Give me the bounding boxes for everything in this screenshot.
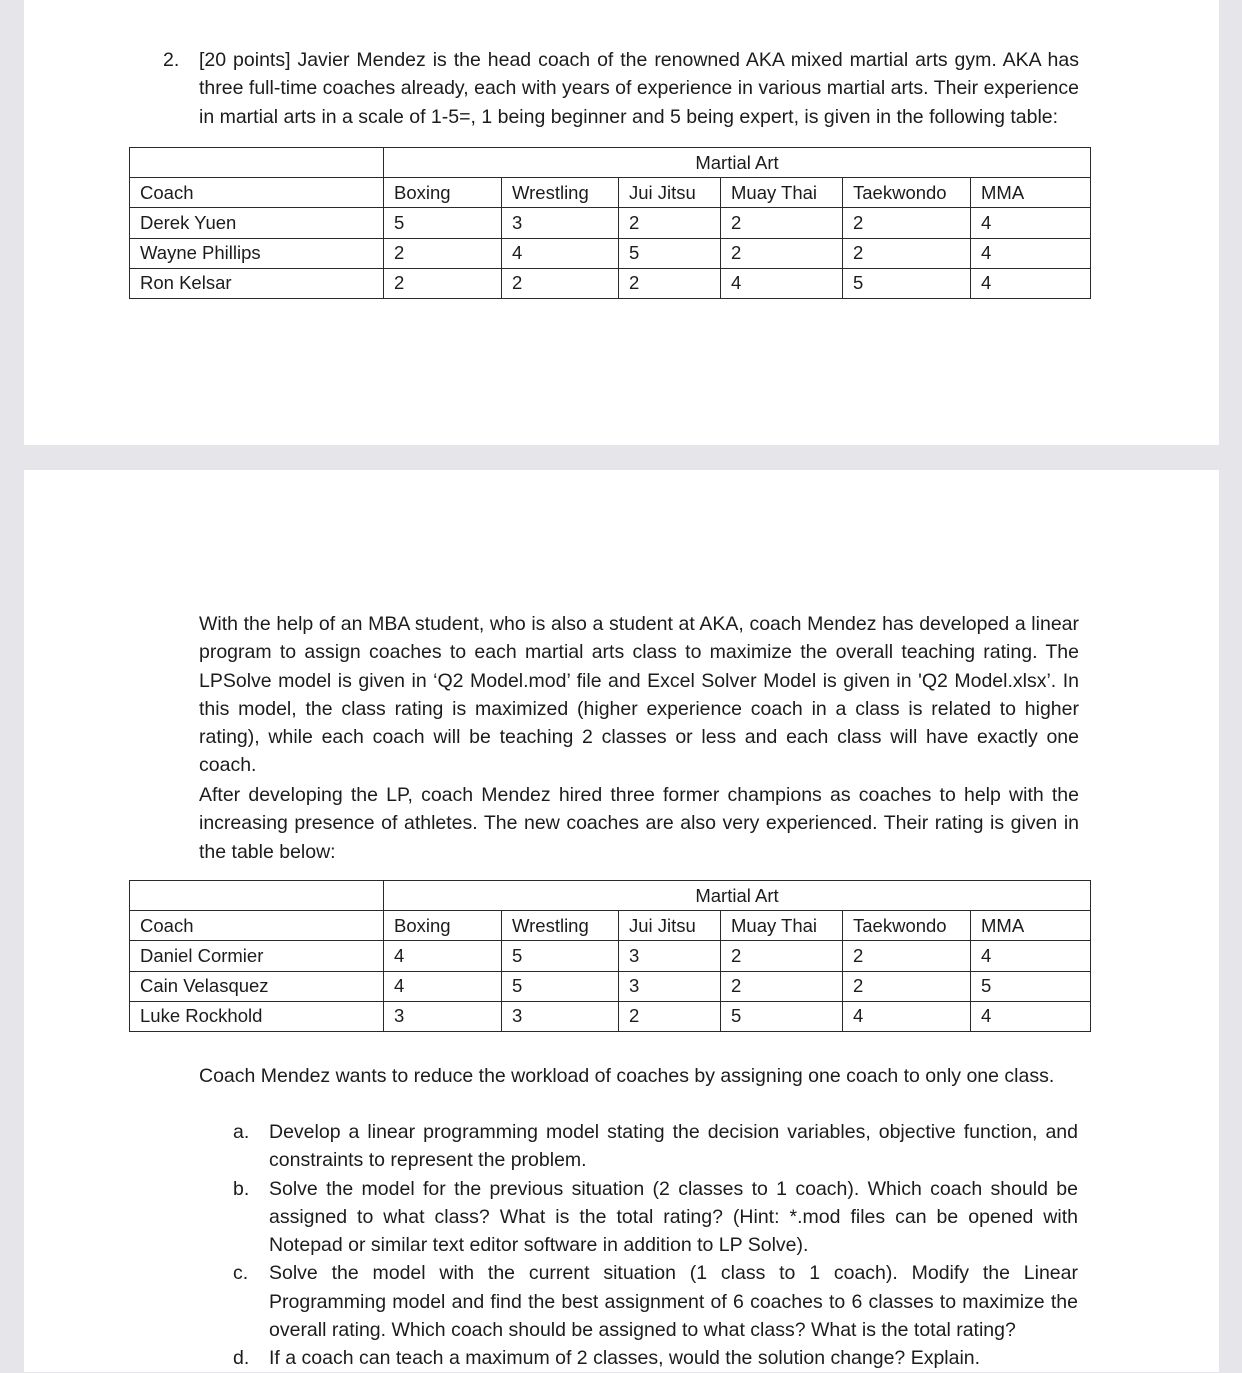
- list-item: [230, 1175, 1078, 1260]
- rating-cell: 2: [721, 208, 843, 238]
- list-marker: a.: [233, 1121, 250, 1143]
- table-header-row: [130, 911, 1091, 941]
- rating-cell: 3: [502, 1001, 619, 1031]
- rating-cell: 4: [384, 941, 502, 971]
- rating-cell: 2: [619, 268, 721, 298]
- column-header: Muay Thai: [721, 178, 843, 208]
- rating-cell: 2: [502, 268, 619, 298]
- column-header: Jui Jitsu: [619, 178, 721, 208]
- list-marker: d.: [233, 1347, 250, 1370]
- martial-art-header: Martial Art: [384, 881, 1091, 911]
- rating-cell: 5: [619, 238, 721, 268]
- table-row: [130, 971, 1091, 1001]
- rating-cell: 2: [384, 268, 502, 298]
- rating-cell: 5: [721, 1001, 843, 1031]
- task-list: [230, 1118, 1078, 1373]
- rating-cell: 2: [843, 238, 971, 268]
- rating-cell: 2: [843, 971, 971, 1001]
- coach-name-cell: Cain Velasquez: [130, 971, 384, 1001]
- rating-cell: 5: [971, 971, 1091, 1001]
- table-row: [130, 238, 1091, 268]
- rating-cell: 2: [619, 208, 721, 238]
- rating-cell: 4: [843, 1001, 971, 1031]
- rating-cell: 4: [971, 1001, 1091, 1031]
- column-header: Taekwondo: [843, 911, 971, 941]
- rating-cell: 5: [502, 971, 619, 1001]
- rating-cell: 4: [502, 238, 619, 268]
- rating-cell: 3: [502, 208, 619, 238]
- paragraph-lp-model: With the help of an MBA student, who is also a student at AKA, coach Mendez has developed a linear program to assign coaches to each martial arts class to maximize the overall teaching rating. The LPSolve model is given in ‘Q2 Model.mod’ file and Excel Solver Model is given in 'Q2 Model.xlsx’. In this model, the class rating is maximized (higher experience coach in a class is related to higher rating), while each coach will be teaching 2 classes or less and each class will have exactly one coach.: [199, 613, 1079, 777]
- table-corner-cell: [130, 148, 384, 178]
- table-row: [130, 1001, 1091, 1031]
- column-header: Taekwondo: [843, 178, 971, 208]
- list-item-text: Develop a linear programming model stating the decision variables, objective function, and constraints to represent the problem.: [269, 1121, 1078, 1172]
- rating-cell: 2: [721, 941, 843, 971]
- rating-cell: 2: [843, 941, 971, 971]
- rating-cell: 2: [619, 1001, 721, 1031]
- coach-name-cell: Wayne Phillips: [130, 238, 384, 268]
- rating-cell: 3: [384, 1001, 502, 1031]
- column-header: Boxing: [384, 911, 502, 941]
- list-item-text: Solve the model for the previous situation (2 classes to 1 coach). Which coach should be assigned to what class? What is the total rating? (Hint: *.mod files can be opened with Notepad or similar text editor software in addition to LP Solve).: [269, 1177, 1078, 1257]
- rating-cell: 2: [721, 238, 843, 268]
- rating-cell: 4: [971, 238, 1091, 268]
- rating-cell: 4: [721, 268, 843, 298]
- table-header-group-row: [130, 881, 1091, 911]
- rating-cell: 2: [721, 971, 843, 1001]
- rating-cell: 5: [502, 941, 619, 971]
- rating-cell: 4: [384, 971, 502, 1001]
- column-header: Wrestling: [502, 178, 619, 208]
- list-item: [230, 1259, 1078, 1344]
- coach-name-cell: Daniel Cormier: [130, 941, 384, 971]
- list-marker: b.: [233, 1177, 250, 1200]
- list-item: [230, 1118, 1078, 1175]
- coach-name-cell: Luke Rockhold: [130, 1001, 384, 1031]
- rating-cell: 4: [971, 268, 1091, 298]
- column-header: Wrestling: [502, 911, 619, 941]
- column-header: MMA: [971, 178, 1091, 208]
- intro-line: in martial arts in a scale of 1-5=, 1 being beginner and 5 being expert, is given in the following table:: [199, 105, 1059, 128]
- intro-line: three full-time coaches already, each with years of experience in various martial arts. Their experience: [199, 77, 1079, 100]
- rating-cell: 5: [384, 208, 502, 238]
- rating-cell: 2: [384, 238, 502, 268]
- question-intro: [199, 46, 1079, 131]
- table-header-group-row: [130, 148, 1091, 178]
- coach-rating-table-2: [129, 880, 1091, 1032]
- rating-cell: 5: [843, 268, 971, 298]
- paragraph-workload: Coach Mendez wants to reduce the workload of coaches by assigning one coach to only one class.: [199, 1065, 1055, 1087]
- column-header: Coach: [130, 911, 384, 941]
- rating-cell: 3: [619, 971, 721, 1001]
- list-item-text: If a coach can teach a maximum of 2 classes, would the solution change? Explain.: [269, 1347, 981, 1370]
- table-row: [130, 941, 1091, 971]
- column-header: Boxing: [384, 178, 502, 208]
- rating-cell: 4: [971, 941, 1091, 971]
- coach-rating-table-1: [129, 147, 1091, 299]
- martial-art-header: Martial Art: [384, 148, 1091, 178]
- intro-line: [20 points] Javier Mendez is the head coach of the renowned AKA mixed martial arts gym. AKA has: [199, 49, 1079, 71]
- column-header: Muay Thai: [721, 911, 843, 941]
- list-item-text: Solve the model with the current situation (1 class to 1 coach). Modify the Linear Programming model and find the best assignment of 6 coaches to 6 classes to maximize the overall rating. Which coach should be assigned to what class? What is the total rating?: [269, 1262, 1078, 1342]
- table-row: [130, 208, 1091, 238]
- column-header: MMA: [971, 911, 1091, 941]
- table-corner-cell: [130, 881, 384, 911]
- column-header: Coach: [130, 178, 384, 208]
- table-header-row: [130, 178, 1091, 208]
- column-header: Jui Jitsu: [619, 911, 721, 941]
- rating-cell: 2: [843, 208, 971, 238]
- table-row: [130, 268, 1091, 298]
- rating-cell: 3: [619, 941, 721, 971]
- list-item: [230, 1344, 1078, 1372]
- paragraph-new-coaches: After developing the LP, coach Mendez hired three former champions as coaches to help with the increasing presence of athletes. The new coaches are also very experienced. Their rating is given in the table below:: [199, 784, 1079, 863]
- question-number: 2.: [163, 49, 180, 71]
- rating-cell: 4: [971, 208, 1091, 238]
- coach-name-cell: Ron Kelsar: [130, 268, 384, 298]
- list-marker: c.: [233, 1262, 249, 1285]
- coach-name-cell: Derek Yuen: [130, 208, 384, 238]
